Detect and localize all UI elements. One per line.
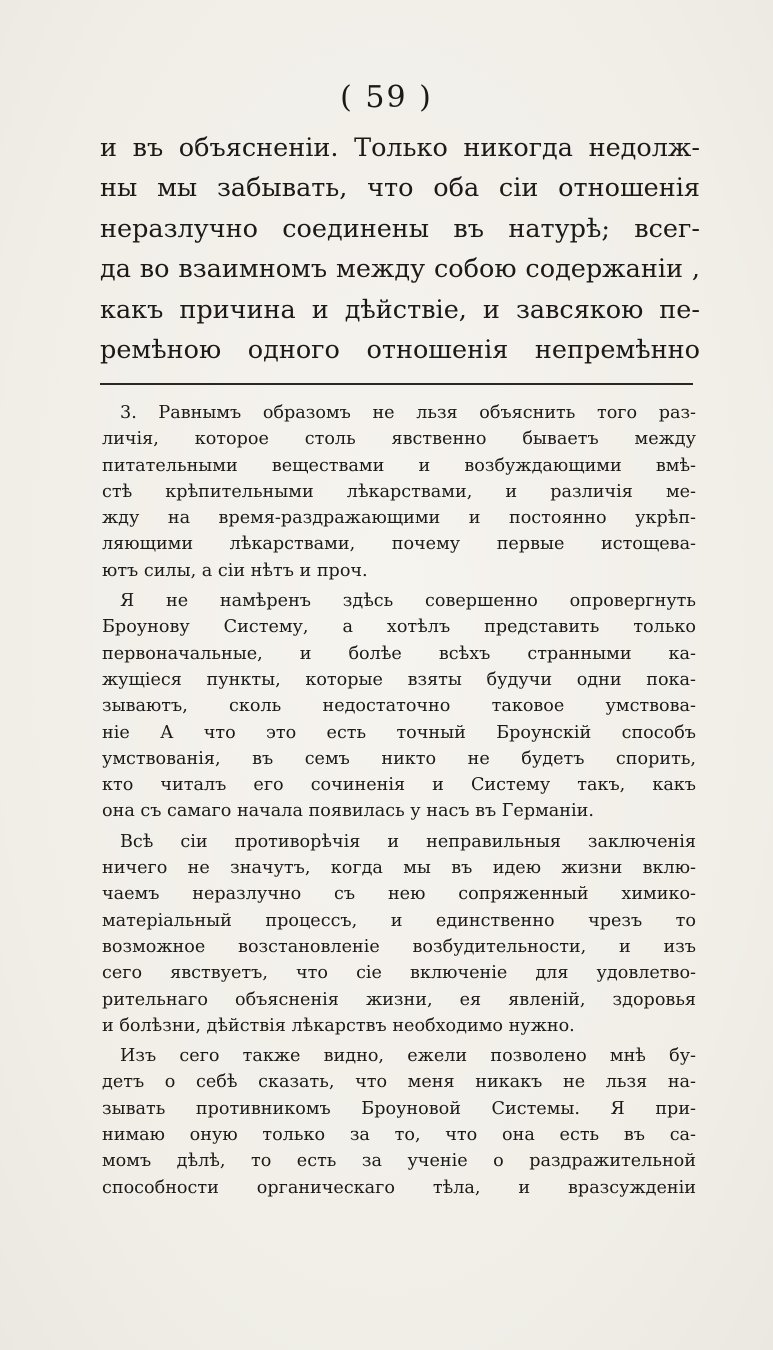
footnote-line: стѣ крѣпительными лѣкарствами, и различія ме- — [102, 481, 696, 502]
footnote-line: чаемъ неразлучно съ нею сопряженный химико- — [102, 884, 696, 905]
main-text-line: ремѣною одного отношенія непремѣнно — [100, 334, 700, 365]
footnote-line: зывать противникомъ Броуновой Системы. Я при- — [102, 1098, 696, 1119]
footnote-divider — [100, 383, 693, 385]
footnote-line: ютъ силы, а сіи нѣтъ и проч. — [102, 560, 368, 581]
main-text-line: и въ объясненіи. Только никогда недолж- — [100, 133, 700, 163]
footnote-line: ничего не значутъ, когда мы въ идею жизни вклю- — [102, 858, 696, 879]
footnote-line: способности органическаго тѣла, и вразсужденіи — [102, 1177, 696, 1198]
footnote-line: рительнаго объясненія жизни, ея явленій, здоровья — [102, 989, 696, 1010]
footnote-line: жду на время-раздражающими и постоянно укрѣп- — [102, 508, 696, 529]
footnote-line: и болѣзни, дѣйствія лѣкарствъ необходимо нужно. — [102, 1015, 575, 1036]
footnote-line: Изъ сего также видно, ежели позволено мнѣ бу- — [120, 1046, 696, 1067]
footnote-line: первоначальные, и болѣе всѣхъ странными ка- — [102, 643, 696, 664]
main-text-block — [100, 128, 700, 370]
main-text-line: неразлучно соединены въ натурѣ; всег- — [100, 213, 700, 244]
footnote-line: Броунову Систему, а хотѣлъ представить только — [102, 617, 696, 638]
footnote-line: личія, которое столь явственно бываетъ между — [102, 429, 696, 450]
footnote-line: она съ самаго начала появилась у насъ въ Германіи. — [102, 801, 594, 822]
main-text-line: какъ причина и дѣйствіе, и завсякою пе- — [100, 294, 700, 325]
footnote-line: 3. Равнымъ образомъ не льзя объяснить того раз- — [120, 403, 696, 423]
footnote-line: ляющими лѣкарствами, почему первые истощева- — [102, 534, 696, 555]
footnote-line: кто читалъ его сочиненія и Систему такъ, какъ — [102, 775, 696, 796]
footnote-line: Всѣ сіи противорѣчія и неправильныя заключенія — [120, 831, 696, 852]
footnote-paragraph — [102, 588, 696, 825]
footnote-line: питательными веществами и возбуждающими вмѣ- — [102, 455, 696, 476]
footnote-line: нимаю оную только за то, что она есть въ са- — [102, 1125, 696, 1146]
footnote-line: умствованія, въ семъ никто не будетъ спорить, — [102, 748, 696, 769]
footnote-paragraph — [102, 400, 696, 584]
footnote-paragraph — [102, 1043, 696, 1201]
footnote-block — [102, 400, 696, 1201]
main-text-line: да во взаимномъ между собою содержаніи , — [100, 254, 700, 285]
footnote-line: возможное возстановленіе возбудительности, и изъ — [102, 936, 696, 957]
footnote-line: момъ дѣлѣ, то есть за ученіе о раздражительной — [102, 1151, 696, 1172]
footnote-line: ніе А что это есть точный Броунскій способъ — [102, 722, 696, 743]
footnote-line: детъ о себѣ сказать, что меня никакъ не льзя на- — [102, 1072, 696, 1093]
footnote-line: жущіеся пункты, которые взяты будучи одни пока- — [102, 669, 696, 690]
footnote-line: зываютъ, сколь недостаточно таковое умствова- — [102, 696, 696, 717]
footnote-paragraph — [102, 829, 696, 1039]
main-text-line: ны мы забывать, что оба сіи отношенія — [100, 173, 700, 204]
footnote-line: матеріальный процессъ, и единственно чрезъ то — [102, 910, 696, 931]
footnote-line: Я не намѣренъ здѣсь совершенно опровергнуть — [120, 591, 696, 612]
page-number: ( 59 ) — [340, 80, 433, 115]
footnote-line: сего явствуетъ, что сіе включеніе для удовлетво- — [102, 963, 696, 984]
